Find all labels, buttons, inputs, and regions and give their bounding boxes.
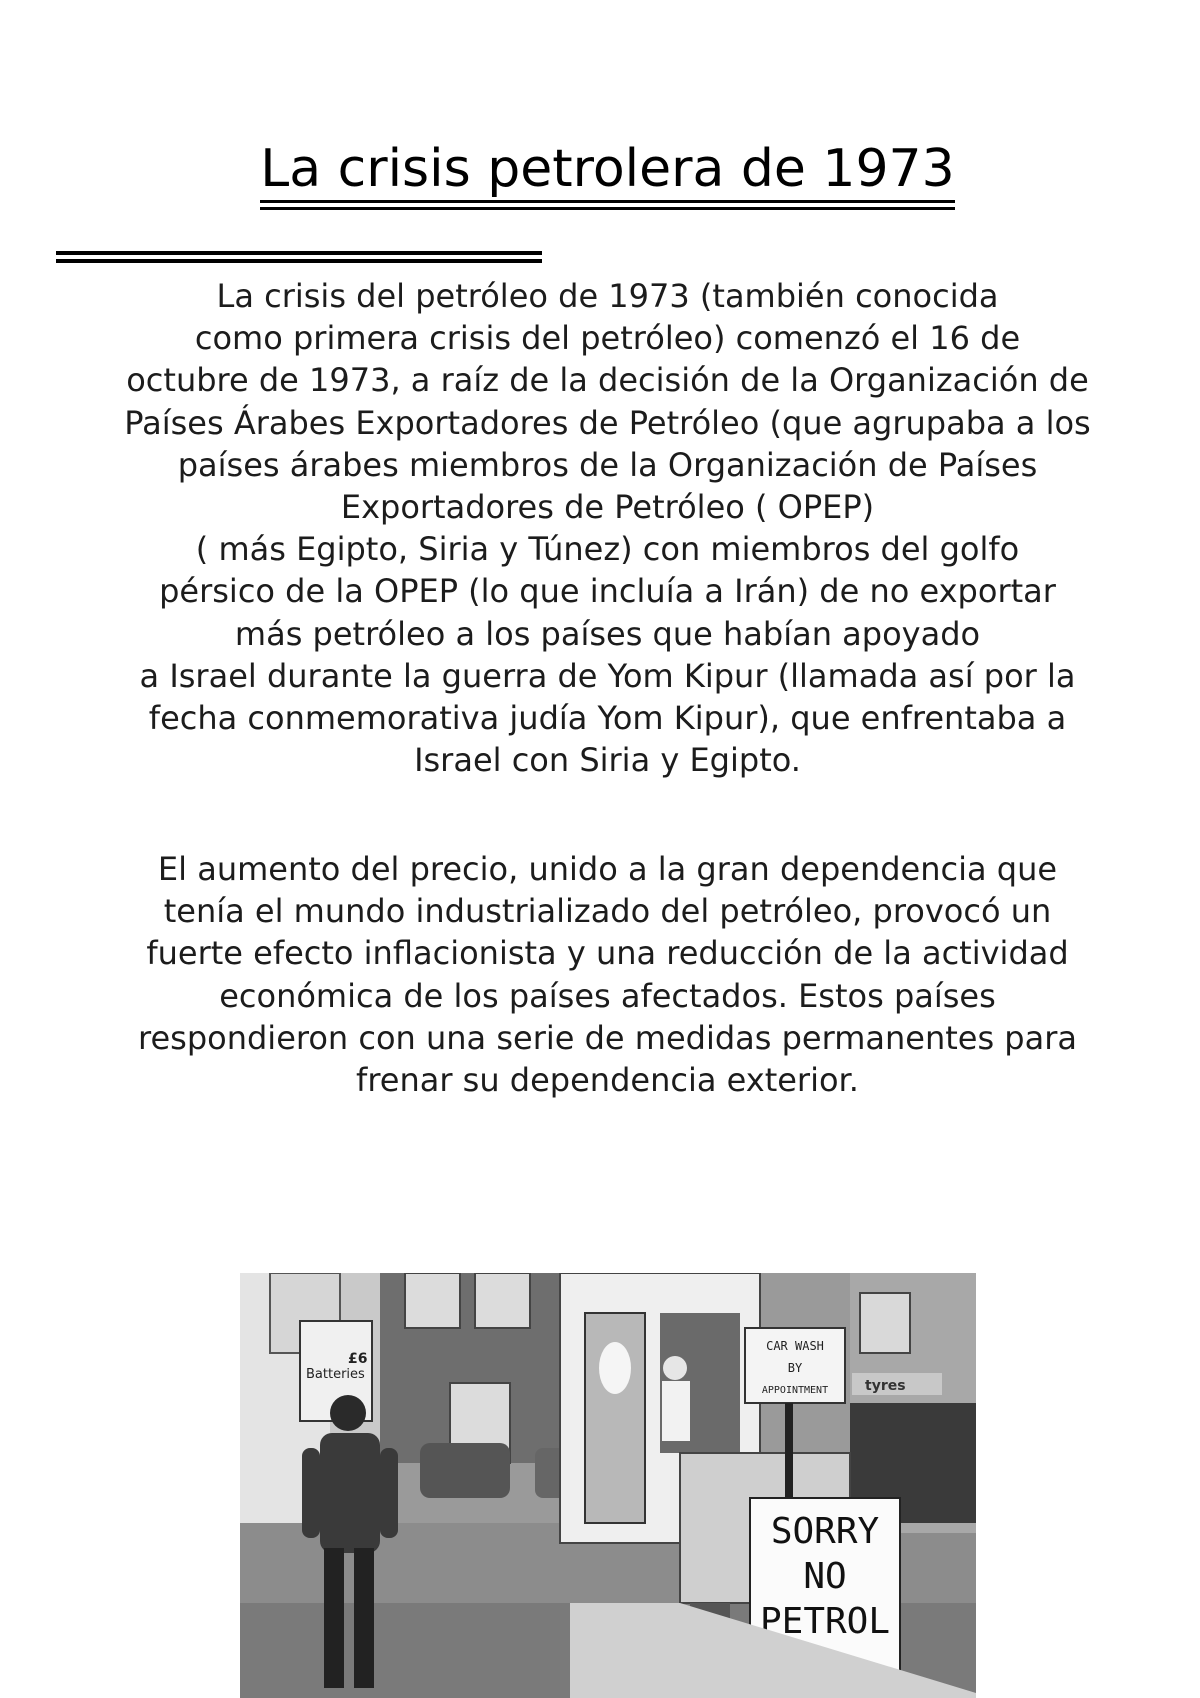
sorry-sign-line-1: SORRY [770,1511,880,1552]
paragraph-line: países árabes miembros de la Organización de Países [177,445,1038,484]
paragraph-line: Israel con Siria y Egipto. [414,741,801,780]
attendant-body [662,1381,690,1441]
sorry-sign-line-3: PETROL [759,1601,891,1642]
paragraph-line: a Israel durante la guerra de Yom Kipur (llamada así por la [139,656,1076,695]
paragraph-line: La crisis del petróleo de 1973 (también conocida [216,277,999,315]
paragraph-line: respondieron con una serie de medidas permanentes para [138,1018,1077,1057]
double-rule-divider [56,251,542,263]
paragraph-line: Países Árabes Exportadores de Petróleo (que agrupaba a los [124,403,1091,442]
car-wash-line-3: APPOINTMENT [761,1385,829,1396]
right-window [860,1293,910,1353]
page-title-text: La crisis petrolera de 1973 [260,139,954,203]
paragraph-line: octubre de 1973, a raíz de la decisión de la Organización de [126,361,1089,400]
parked-car-1 [420,1443,510,1498]
paragraph-line: fuerte efecto inflacionista y una reducción de la actividad [146,934,1069,973]
paragraph-line: ( más Egipto, Siria y Túnez) con miembros del golfo [195,530,1020,569]
car-wash-line-2: BY [787,1361,803,1375]
petrol-station-photo [240,1273,976,1698]
paragraph-line: pérsico de la OPEP (lo que incluía a Irán) de no exportar [159,572,1056,611]
photo-illustration [240,1273,976,1698]
paragraph-line: más petróleo a los países que habían apoyado [234,614,981,653]
paragraph-line: El aumento del precio, unido a la gran dependencia que [157,850,1058,888]
paragraph-1 [50,275,1165,781]
rule-line-bottom [56,259,542,263]
tyres-sign-text: tyres [865,1378,906,1394]
paragraph-line: Exportadores de Petróleo ( OPEP) [340,488,875,527]
attendant-head [663,1356,687,1380]
rule-line-top [56,251,542,255]
paragraph-line: frenar su dependencia exterior. [356,1061,859,1100]
batteries-label: Batteries [306,1367,365,1382]
page-title [0,138,1200,200]
paragraph-line: como primera crisis del petróleo) comenzó el 16 de [194,319,1021,358]
paragraph-line: fecha conmemorativa judía Yom Kipur), que enfrentaba a [148,699,1067,738]
kiosk-door-lamp [599,1342,631,1394]
batteries-price: £6 [348,1351,368,1367]
car-wash-line-1: CAR WASH [766,1339,824,1353]
sorry-sign-line-2: NO [803,1556,847,1597]
paragraph-line: tenía el mundo industrializado del petróleo, provocó un [163,892,1052,931]
paragraph-line: económica de los países afectados. Estos países [219,976,996,1015]
paragraph-2 [50,848,1165,1101]
